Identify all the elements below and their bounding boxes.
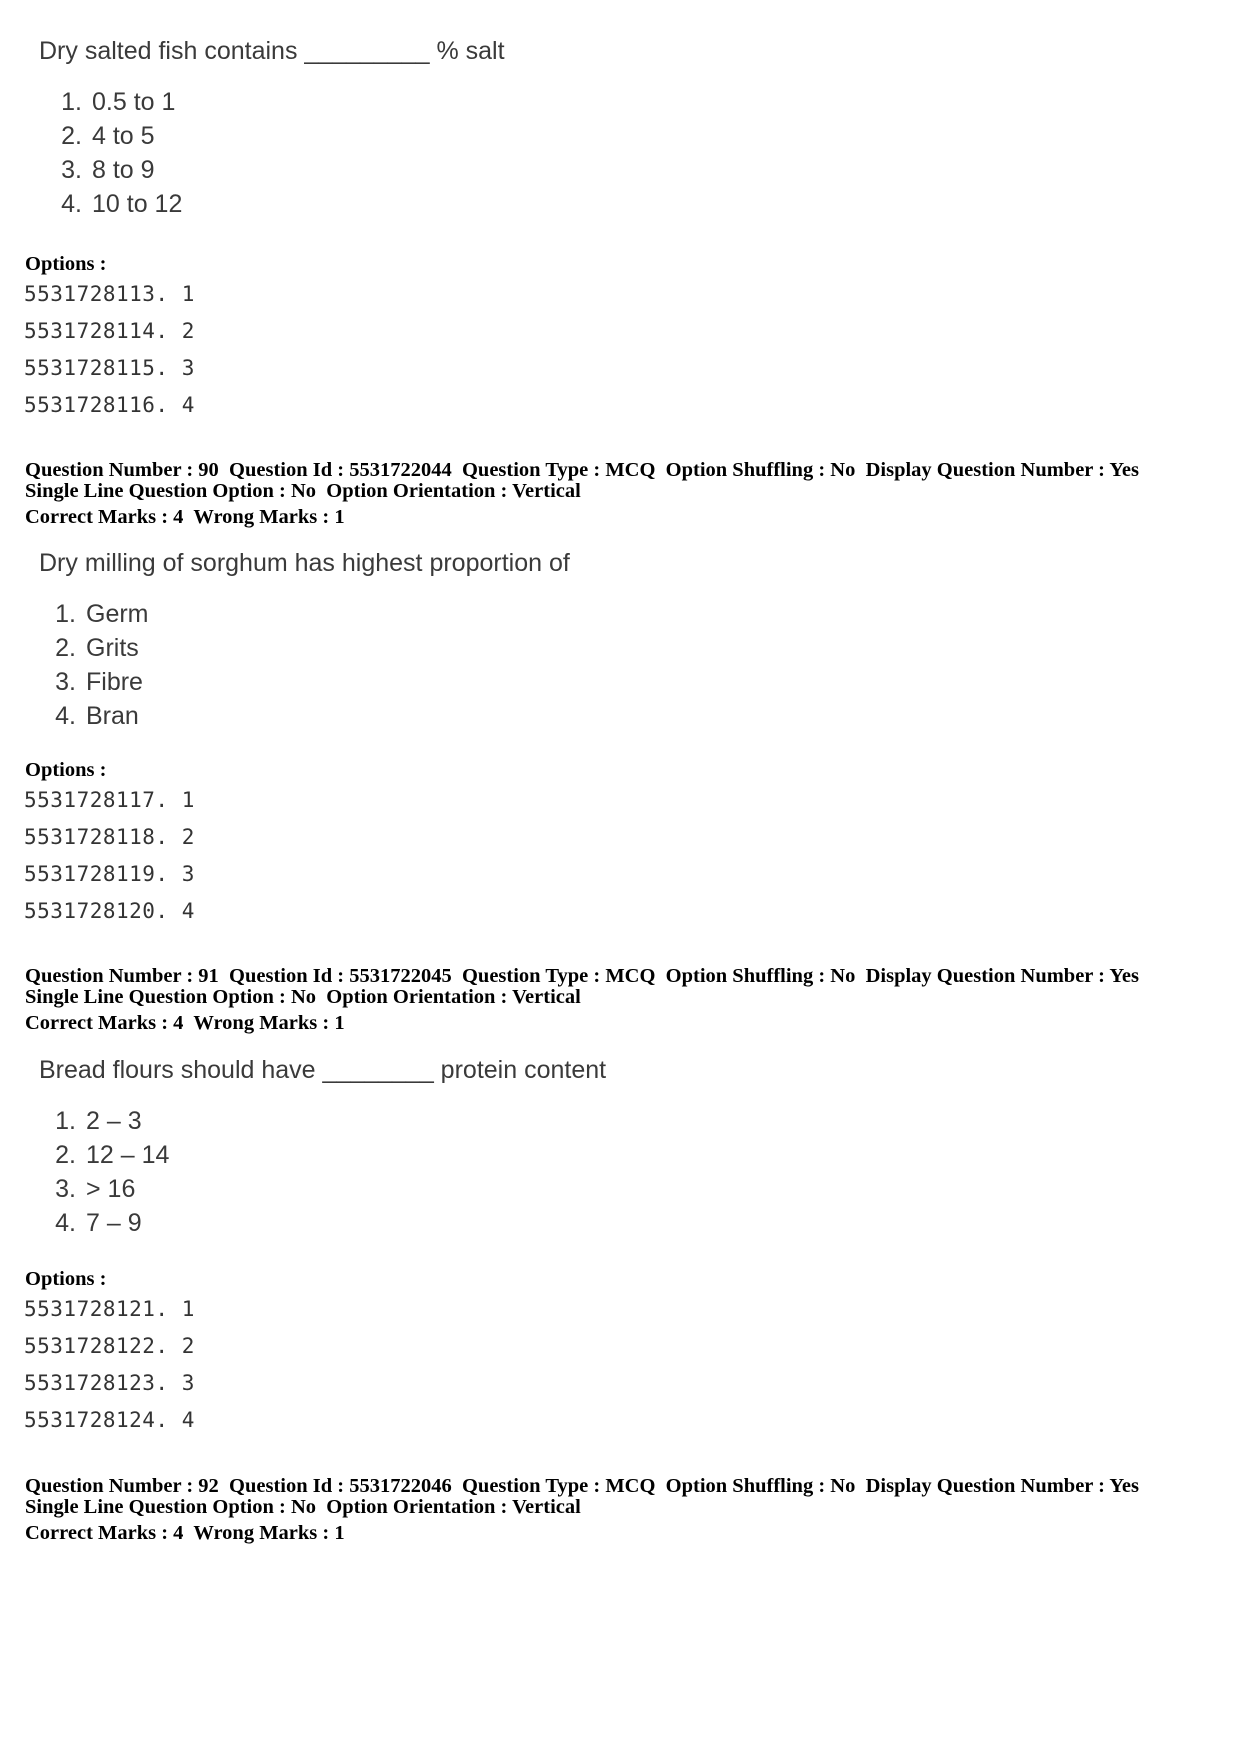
option-id: 5531728119. 3 <box>24 862 195 886</box>
answer-choice-label: Germ <box>86 600 149 628</box>
answer-choice-label: 8 to 9 <box>92 156 155 184</box>
answer-choice-label: Fibre <box>86 668 143 696</box>
option-id: 5531728113. 1 <box>24 282 195 306</box>
answer-choice-label: 2 – 3 <box>86 1107 142 1135</box>
option-id: 5531728117. 1 <box>24 788 195 812</box>
answer-choice-list <box>38 1106 1240 1242</box>
question-text: Dry salted fish contains _________ % salt <box>39 37 505 65</box>
question-image-content <box>0 36 1240 223</box>
answer-choice <box>38 1208 1240 1242</box>
options-section <box>0 758 1240 930</box>
answer-choice-number: 4. <box>61 190 82 218</box>
answer-choice-label: 12 – 14 <box>86 1141 170 1169</box>
question-meta <box>0 966 1240 1034</box>
answer-choice <box>38 701 1240 735</box>
answer-choice <box>44 87 1240 121</box>
answer-choice-list <box>44 87 1240 223</box>
question-image <box>0 1055 1240 1242</box>
answer-choice-number: 3. <box>55 668 76 696</box>
option-id: 5531728124. 4 <box>24 1408 195 1432</box>
answer-choice <box>44 155 1240 189</box>
question-meta-line: Question Number : 92 Question Id : 5531722046 Question Type : MCQ Option Shuffling : No Display Question Number : Yes <box>25 1475 1139 1497</box>
option-id: 5531728121. 1 <box>24 1297 195 1321</box>
question-meta-line: Question Number : 91 Question Id : 5531722045 Question Type : MCQ Option Shuffling : No Display Question Number : Yes <box>25 965 1139 987</box>
question-image <box>0 36 1240 223</box>
question-meta-line: Single Line Question Option : No Option Orientation : Vertical <box>25 986 581 1008</box>
answer-choice <box>38 599 1240 633</box>
answer-choice-number: 4. <box>55 702 76 730</box>
options-heading: Options : <box>25 759 107 781</box>
option-id: 5531728115. 3 <box>24 356 195 380</box>
answer-choice-number: 2. <box>55 1141 76 1169</box>
question-text: Dry milling of sorghum has highest proportion of <box>39 549 570 577</box>
options-heading: Options : <box>25 253 107 275</box>
answer-choice <box>44 121 1240 155</box>
answer-choice <box>38 1140 1240 1174</box>
option-id: 5531728114. 2 <box>24 319 195 343</box>
answer-choice <box>44 189 1240 223</box>
answer-choice-label: > 16 <box>86 1175 136 1203</box>
option-id-list <box>24 276 1240 424</box>
answer-choice-label: 7 – 9 <box>86 1209 142 1237</box>
question-meta <box>0 460 1240 528</box>
option-id: 5531728118. 2 <box>24 825 195 849</box>
question-image <box>0 548 1240 735</box>
question-marks: Correct Marks : 4 Wrong Marks : 1 <box>25 1012 345 1034</box>
question-meta <box>0 1476 1240 1544</box>
answer-choice <box>38 1174 1240 1208</box>
option-id: 5531728116. 4 <box>24 393 195 417</box>
question-meta-line: Question Number : 90 Question Id : 5531722044 Question Type : MCQ Option Shuffling : No Display Question Number : Yes <box>25 459 1139 481</box>
question-meta-line: Single Line Question Option : No Option Orientation : Vertical <box>25 1496 581 1518</box>
question-image-content <box>0 1055 1240 1242</box>
option-id-list <box>24 1291 1240 1439</box>
answer-choice <box>38 667 1240 701</box>
answer-choice-number: 1. <box>61 88 82 116</box>
answer-choice-label: Bran <box>86 702 139 730</box>
answer-choice-label: 0.5 to 1 <box>92 88 176 116</box>
option-id: 5531728122. 2 <box>24 1334 195 1358</box>
question-text: Bread flours should have ________ protein content <box>39 1056 607 1084</box>
answer-choice-number: 3. <box>61 156 82 184</box>
answer-choice-number: 2. <box>55 634 76 662</box>
answer-choice-number: 3. <box>55 1175 76 1203</box>
options-section <box>0 252 1240 424</box>
question-marks: Correct Marks : 4 Wrong Marks : 1 <box>25 1522 345 1544</box>
answer-choice-label: 4 to 5 <box>92 122 155 150</box>
answer-choice-number: 1. <box>55 600 76 628</box>
answer-choice-label: 10 to 12 <box>92 190 183 218</box>
answer-choice-number: 4. <box>55 1209 76 1237</box>
answer-choice-number: 1. <box>55 1107 76 1135</box>
answer-choice <box>38 1106 1240 1140</box>
answer-choice-number: 2. <box>61 122 82 150</box>
option-id-list <box>24 782 1240 930</box>
answer-choice-label: Grits <box>86 634 139 662</box>
option-id: 5531728120. 4 <box>24 899 195 923</box>
question-marks: Correct Marks : 4 Wrong Marks : 1 <box>25 506 345 528</box>
options-heading: Options : <box>25 1268 107 1290</box>
answer-choice <box>38 633 1240 667</box>
question-image-content <box>0 548 1240 735</box>
answer-choice-list <box>38 599 1240 735</box>
options-section <box>0 1267 1240 1439</box>
question-meta-line: Single Line Question Option : No Option Orientation : Vertical <box>25 480 581 502</box>
option-id: 5531728123. 3 <box>24 1371 195 1395</box>
